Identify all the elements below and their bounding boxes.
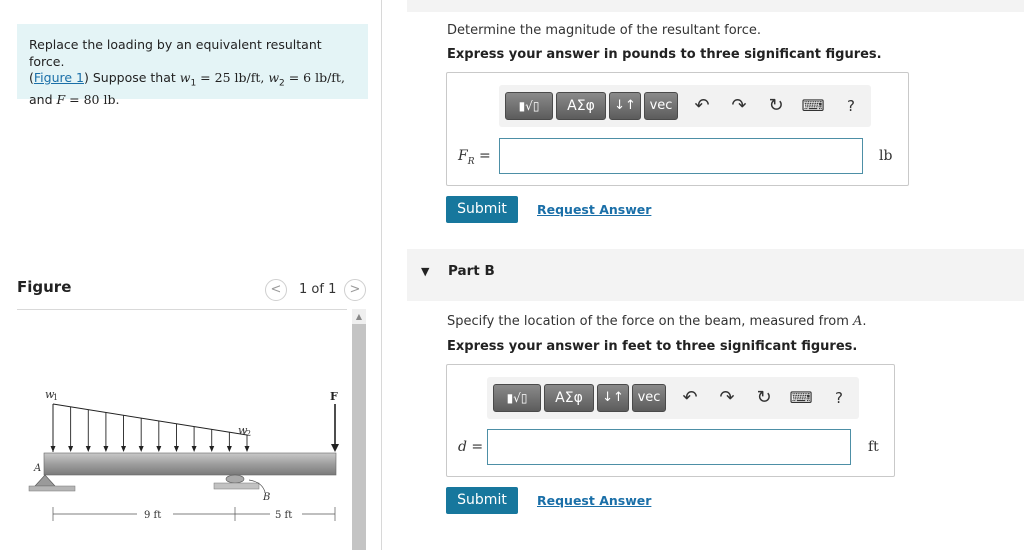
- part-b-answer-box: [446, 364, 895, 477]
- label-f: F: [330, 390, 338, 403]
- figure-divider: [17, 309, 347, 310]
- load-arrow-head: [174, 446, 179, 452]
- load-arrow-head: [227, 446, 232, 452]
- next-figure-button[interactable]: >: [344, 279, 366, 301]
- part-b-header[interactable]: [407, 249, 1024, 301]
- vector-button[interactable]: vec: [644, 92, 678, 120]
- part-b-submit-button[interactable]: Submit: [446, 487, 518, 514]
- redo-icon[interactable]: ↷: [731, 95, 747, 116]
- load-top-line: [53, 404, 247, 435]
- label-a: A: [34, 463, 42, 474]
- undo-icon[interactable]: ↶: [682, 387, 698, 408]
- problem-line1: Replace the loading by an equivalent resultant force.: [29, 37, 322, 69]
- load-arrow-head: [103, 446, 108, 452]
- part-b-title: Part B: [448, 263, 495, 279]
- load-arrow-head: [86, 446, 91, 452]
- load-arrow-head: [68, 446, 73, 452]
- part-a-instruction: Express your answer in pounds to three significant figures.: [447, 47, 882, 62]
- part-a-question: Determine the magnitude of the resultant force.: [447, 23, 761, 38]
- figure-scrollbar-thumb[interactable]: [352, 324, 366, 550]
- part-b-math-toolbar: [487, 377, 859, 419]
- figure-pager-label: 1 of 1: [299, 282, 337, 297]
- load-arrow-head: [192, 446, 197, 452]
- reset-icon[interactable]: ↻: [756, 387, 772, 408]
- templates-button[interactable]: ▮√▯: [493, 384, 541, 412]
- support-a-pin: [35, 475, 55, 486]
- dim-label-9ft: 9 ft: [144, 510, 162, 521]
- reset-icon[interactable]: ↻: [768, 95, 784, 116]
- figure-link[interactable]: Figure 1: [33, 70, 84, 85]
- beam-figure: [17, 370, 347, 550]
- label-w1-sub: 1: [53, 393, 59, 402]
- support-b-base: [214, 483, 259, 489]
- label-b: B: [263, 492, 271, 503]
- fr-input[interactable]: [499, 138, 863, 174]
- undo-icon[interactable]: ↶: [694, 95, 710, 116]
- label-w1: w: [45, 388, 55, 401]
- part-a-request-answer-link[interactable]: Request Answer: [537, 202, 652, 217]
- support-b-roller: [226, 475, 244, 483]
- part-b-instruction: Express your answer in feet to three significant figures.: [447, 339, 858, 354]
- subscript-superscript-button[interactable]: ↓↑: [597, 384, 629, 412]
- greek-symbols-button[interactable]: ΑΣφ: [544, 384, 594, 412]
- force-f-head: [331, 444, 339, 452]
- load-arrow-head: [51, 446, 56, 452]
- keyboard-icon[interactable]: ⌨: [789, 388, 813, 407]
- part-b-request-answer-link[interactable]: Request Answer: [537, 493, 652, 508]
- fr-unit: lb: [879, 148, 893, 164]
- redo-icon[interactable]: ↷: [719, 387, 735, 408]
- part-a-top-band: [407, 0, 1024, 12]
- load-arrow-head: [156, 446, 161, 452]
- templates-button[interactable]: ▮√▯: [505, 92, 553, 120]
- greek-symbols-button[interactable]: ΑΣφ: [556, 92, 606, 120]
- load-arrow-head: [245, 446, 250, 452]
- left-pane: [0, 0, 381, 550]
- fr-label: $F_R$ =: [458, 148, 491, 167]
- subscript-superscript-button[interactable]: ↓↑: [609, 92, 641, 120]
- load-arrow-head: [121, 446, 126, 452]
- collapse-caret-icon[interactable]: ▼: [421, 265, 430, 278]
- vector-button[interactable]: vec: [632, 384, 666, 412]
- dim-label-5ft: 5 ft: [275, 510, 293, 521]
- problem-statement: Replace the loading by an equivalent resultant force. (Figure 1) Suppose that $w_1 = 25$ lb/ft, $w_2 = 6$ lb/ft, and F = 80 lb.: [17, 24, 368, 99]
- support-a-base: [29, 486, 75, 491]
- beam: [44, 453, 336, 475]
- d-unit: ft: [868, 439, 879, 455]
- help-icon[interactable]: ?: [847, 97, 855, 115]
- label-w2-sub: 2: [246, 429, 252, 438]
- part-a-math-toolbar: [499, 85, 871, 127]
- load-arrows: [51, 404, 250, 452]
- help-icon[interactable]: ?: [835, 389, 843, 407]
- label-w2: w: [238, 424, 248, 437]
- keyboard-icon[interactable]: ⌨: [801, 96, 825, 115]
- part-a-answer-box: [446, 72, 909, 186]
- part-a-submit-button[interactable]: Submit: [446, 196, 518, 223]
- d-label: d =: [458, 439, 484, 455]
- pane-divider: [381, 0, 382, 550]
- scroll-up-arrow-icon[interactable]: ▲: [355, 312, 363, 321]
- figure-title: Figure: [17, 278, 72, 296]
- prev-figure-button[interactable]: <: [265, 279, 287, 301]
- part-b-question: Specify the location of the force on the beam, measured from A.: [447, 314, 867, 329]
- load-arrow-head: [209, 446, 214, 452]
- load-arrow-head: [139, 446, 144, 452]
- d-input[interactable]: [487, 429, 851, 465]
